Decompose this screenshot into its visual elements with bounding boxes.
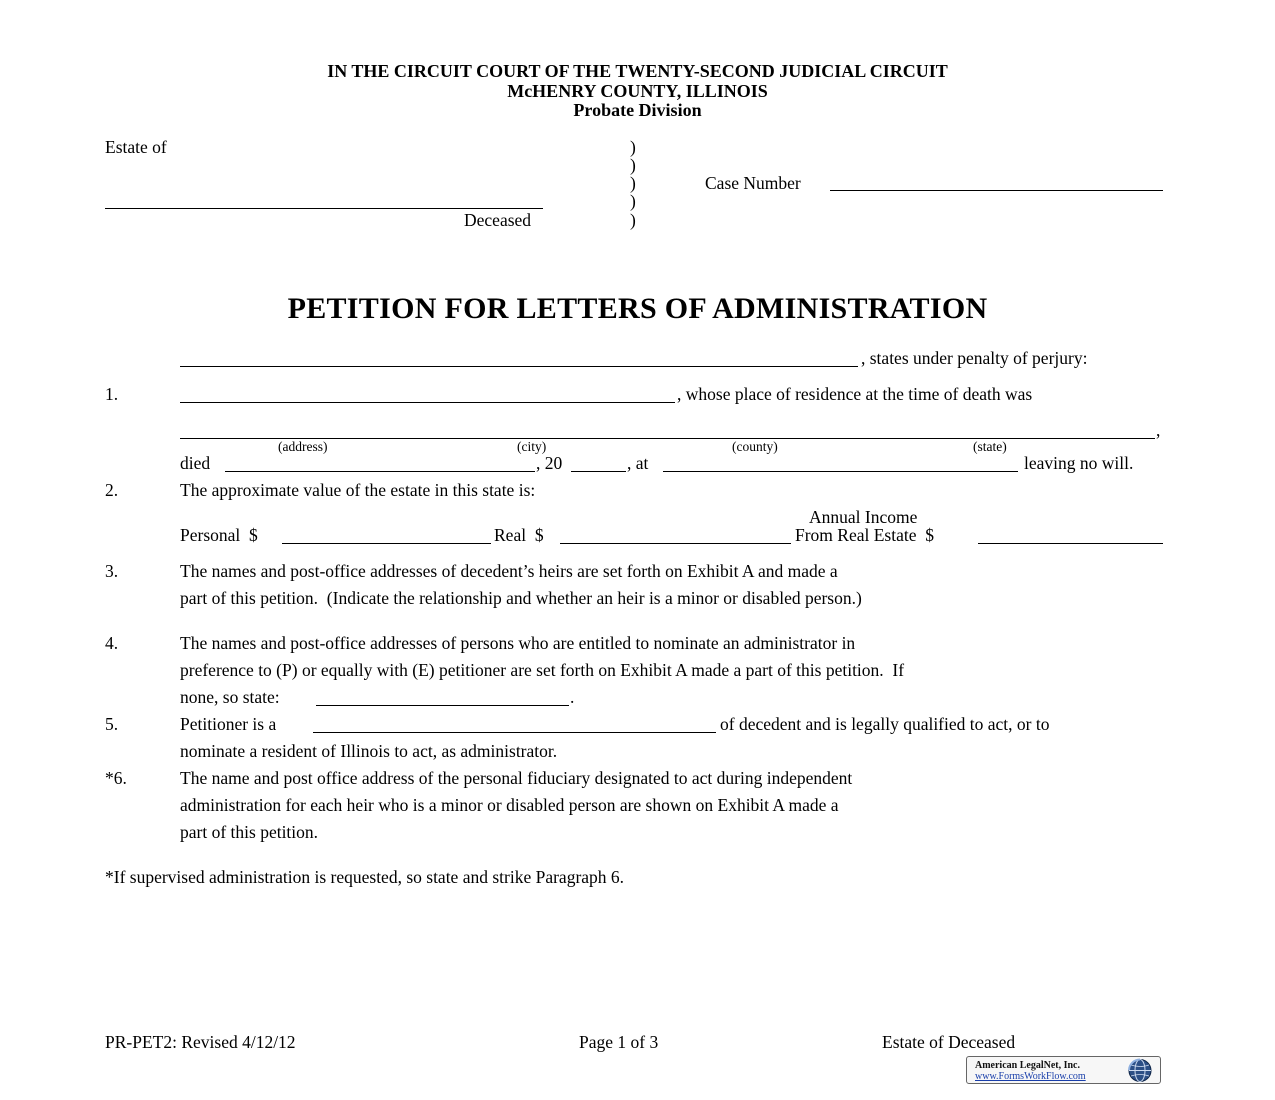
state-caption: (state): [973, 439, 1007, 454]
at-label: , at: [627, 453, 649, 473]
item-number: 2.: [105, 480, 119, 500]
caption-paren: ): [630, 155, 636, 175]
real-value-field[interactable]: [560, 543, 791, 544]
died-label: died: [180, 453, 211, 473]
case-number-field[interactable]: [830, 190, 1163, 191]
item-4-line-3: none, so state:: [180, 687, 280, 707]
of-decedent-text: of decedent and is legally qualified to act, or to: [720, 714, 1050, 734]
vendor-logo[interactable]: [966, 1056, 1161, 1084]
residence-comma: ,: [1156, 420, 1161, 440]
item-number: *6.: [105, 768, 127, 788]
item-5-line-2: nominate a resident of Illinois to act, as administrator.: [180, 741, 558, 761]
footnote: *If supervised administration is requested, so state and strike Paragraph 6.: [105, 867, 625, 887]
real-label: Real $: [494, 525, 544, 545]
court-heading: IN THE CIRCUIT COURT OF THE TWENTY-SECOND JUDICIAL CIRCUIT: [327, 61, 948, 81]
document-title: PETITION FOR LETTERS OF ADMINISTRATION: [287, 292, 988, 325]
item-6-line-1: The name and post office address of the personal fiduciary designated to act during independent: [180, 768, 853, 788]
county-heading: McHENRY COUNTY, ILLINOIS: [507, 81, 768, 101]
logo-url-link[interactable]: www.FormsWorkFlow.com: [975, 1071, 1086, 1082]
county-caption: (county): [732, 439, 778, 454]
death-year-field[interactable]: [571, 471, 626, 472]
caption-paren: ): [630, 137, 636, 157]
city-caption: (city): [517, 439, 547, 454]
form-id: PR-PET2: Revised 4/12/12: [105, 1032, 296, 1052]
item-number: 4.: [105, 633, 119, 653]
relationship-field[interactable]: [313, 732, 716, 733]
caption-paren: ): [630, 173, 636, 193]
none-so-state-field[interactable]: [316, 705, 569, 706]
caption-paren: ): [630, 210, 636, 230]
footer-estate: Estate of Deceased: [882, 1032, 1016, 1052]
from-real-estate-label: From Real Estate $: [795, 525, 935, 545]
item-3-line-2: part of this petition. (Indicate the relationship and whether an heir is a minor or disabled person.): [180, 588, 862, 608]
globe-icon: [1127, 1058, 1153, 1083]
item-number: 3.: [105, 561, 119, 581]
leaving-no-will-text: leaving no will.: [1024, 453, 1134, 473]
decedent-field[interactable]: [180, 402, 675, 403]
item-6-line-2: administration for each heir who is a minor or disabled person are shown on Exhibit A made a: [180, 795, 839, 815]
death-date-field[interactable]: [225, 471, 535, 472]
item-number: 1.: [105, 384, 119, 404]
personal-value-field[interactable]: [282, 543, 491, 544]
deceased-label: Deceased: [464, 210, 532, 230]
annual-income-label: Annual Income: [809, 507, 918, 527]
item-4-line-2: preference to (P) or equally with (E) petitioner are set forth on Exhibit A made a part of this petition. If: [180, 660, 905, 680]
division-heading: Probate Division: [573, 100, 702, 120]
petitioner-name-field[interactable]: [180, 366, 858, 367]
death-place-field[interactable]: [663, 471, 1018, 472]
estate-value-text: The approximate value of the estate in this state is:: [180, 480, 536, 500]
item-6-line-3: part of this petition.: [180, 822, 319, 842]
page-number: Page 1 of 3: [579, 1032, 659, 1052]
estate-of-label: Estate of: [105, 137, 167, 157]
item-number: 5.: [105, 714, 119, 734]
case-number-label: Case Number: [705, 173, 801, 193]
residence-text: , whose place of residence at the time of death was: [677, 384, 1033, 404]
petitioner-is-label: Petitioner is a: [180, 714, 277, 734]
item-3-line-1: The names and post-office addresses of decedent’s heirs are set forth on Exhibit A and made a: [180, 561, 838, 581]
decedent-name-line[interactable]: [105, 208, 543, 209]
year-label: , 20: [536, 453, 563, 473]
logo-company-name: American LegalNet, Inc.: [975, 1060, 1080, 1071]
item-4-line-1: The names and post-office addresses of persons who are entitled to nominate an administrator in: [180, 633, 856, 653]
annual-income-field[interactable]: [978, 543, 1163, 544]
intro-text: , states under penalty of perjury:: [861, 348, 1088, 368]
address-caption: (address): [278, 439, 328, 454]
caption-paren: ): [630, 191, 636, 211]
personal-label: Personal $: [180, 525, 258, 545]
item-4-period: .: [570, 687, 575, 707]
